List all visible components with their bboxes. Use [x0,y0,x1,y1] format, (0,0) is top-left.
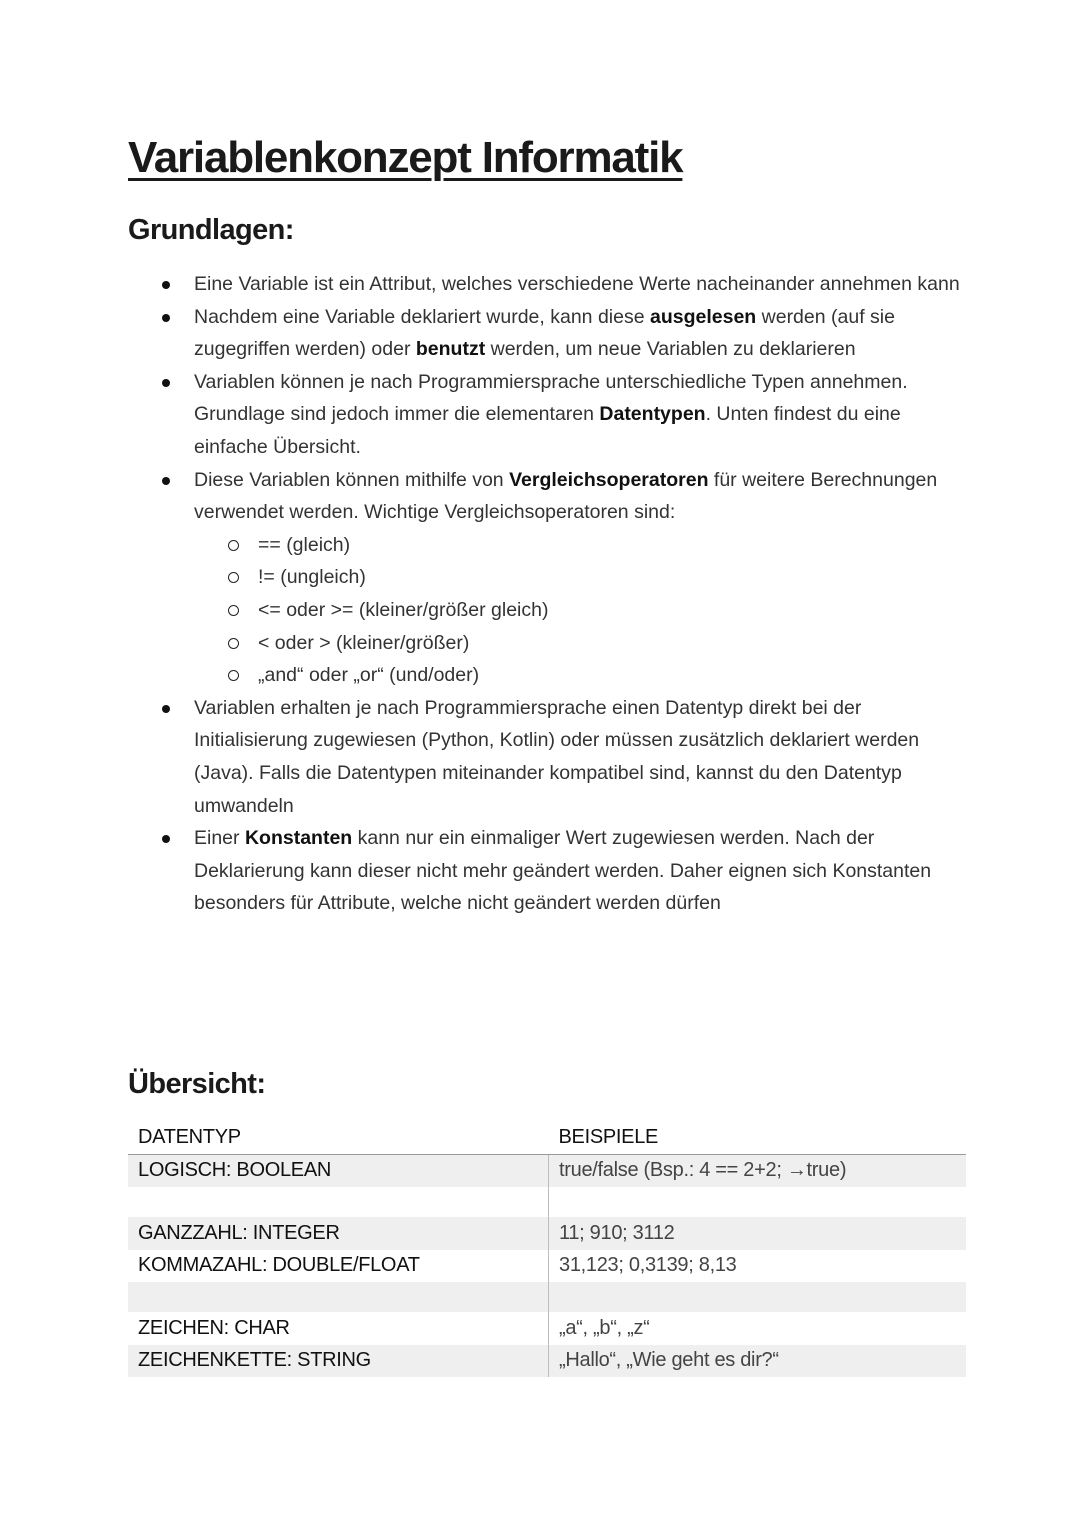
bullet-text: werden, um neue Variablen zu deklarieren [485,338,856,361]
operator-list [194,529,960,692]
example-cell: „a“, „b“, „z“ [549,1312,967,1345]
type-cell: ZEICHENKETTE: STRING [128,1345,549,1378]
operator-item: == (gleich) [194,529,960,562]
bullet-item [160,822,960,920]
section-heading-uebersicht: Übersicht: [128,1068,266,1100]
example-cell [549,1282,967,1312]
table-row [128,1250,966,1283]
bullet-text: Eine Variable ist ein Attribut, welches verschiedene Werte nacheinander annehmen kann [194,273,960,295]
table-header-row [128,1121,966,1154]
bold-term: Datentypen [599,403,706,426]
page-title: Variablenkonzept Informatik [128,133,683,182]
type-cell: GANZZAHL: INTEGER [128,1217,549,1250]
example-cell: 11; 910; 3112 [549,1217,967,1250]
table-row [128,1154,966,1187]
bullet-text: Nachdem eine Variable deklariert wurde, kann diese [194,305,650,328]
table-row [128,1187,966,1217]
bullet-text: Variablen können je nach Programmiersprache unterschiedliche Typen annehmen. Grundlage sind jedoch immer die elementaren [194,370,908,426]
example-cell: 31,123; 0,3139; 8,13 [549,1250,967,1283]
operator-item: „and“ oder „or“ (und/oder) [194,659,960,692]
operator-item: <= oder >= (kleiner/größer gleich) [194,594,960,627]
bold-term: Konstanten [244,827,353,850]
bullet-item [160,692,960,822]
table-row [128,1282,966,1312]
bullet-text: für weitere Berechnungen verwendet werden. Wichtige Vergleichsoperatoren sind: [194,468,938,524]
bullet-item [160,301,960,366]
example-cell: „Hallo“, „Wie geht es dir?“ [549,1345,967,1378]
table-row [128,1312,966,1345]
type-cell [128,1282,549,1312]
type-cell [128,1187,549,1217]
type-cell: KOMMAZAHL: DOUBLE/FLOAT [138,1254,420,1277]
bullet-item [160,268,960,301]
bullet-text: Variablen erhalten je nach Programmiersprache einen Datentyp direkt bei der Initialisierung zugewiesen (Python, Kotlin) oder müssen zusätzlich deklariert werden (Java). Falls die Datentypen miteinander kompatibel sind, kannst du den Datentyp umwandeln [194,696,920,817]
type-cell: LOGISCH: BOOLEAN [128,1154,549,1187]
table-row [128,1345,966,1378]
column-header-beispiele: BEISPIELE [549,1121,967,1154]
example-cell: true/false (Bsp.: 4 == 2+2; →true) [549,1154,967,1187]
grundlagen-list [160,268,960,920]
operator-item: != (ungleich) [194,561,960,594]
bold-term: Vergleichsoperatoren [509,468,709,491]
bullet-text: . Unten findest du eine einfache Übersicht. [194,403,901,458]
example-cell [549,1187,967,1217]
bullet-text: Einer [194,827,245,850]
type-cell: ZEICHEN: CHAR [138,1316,290,1339]
bullet-item [160,366,960,464]
datatype-table [128,1121,966,1377]
bullet-text: kann nur ein einmaliger Wert zugewiesen werden. Nach der Deklarierung kann dieser nicht mehr geändert werden. Daher eignen sich Konstanten besonders für Attribute, welche nicht geändert werden dürfen [194,827,932,915]
bullet-item [160,464,960,692]
bullet-text: Diese Variablen können mithilfe von [194,468,510,491]
bold-term: benutzt [415,338,486,361]
table-row [128,1217,966,1250]
column-header-datentyp: DATENTYP [128,1121,549,1154]
bullet-text: werden (auf sie zugegriffen werden) oder [194,305,895,361]
operator-item: < oder > (kleiner/größer) [194,627,960,660]
section-heading-grundlagen: Grundlagen: [128,214,294,246]
bold-term: ausgelesen [649,305,757,328]
